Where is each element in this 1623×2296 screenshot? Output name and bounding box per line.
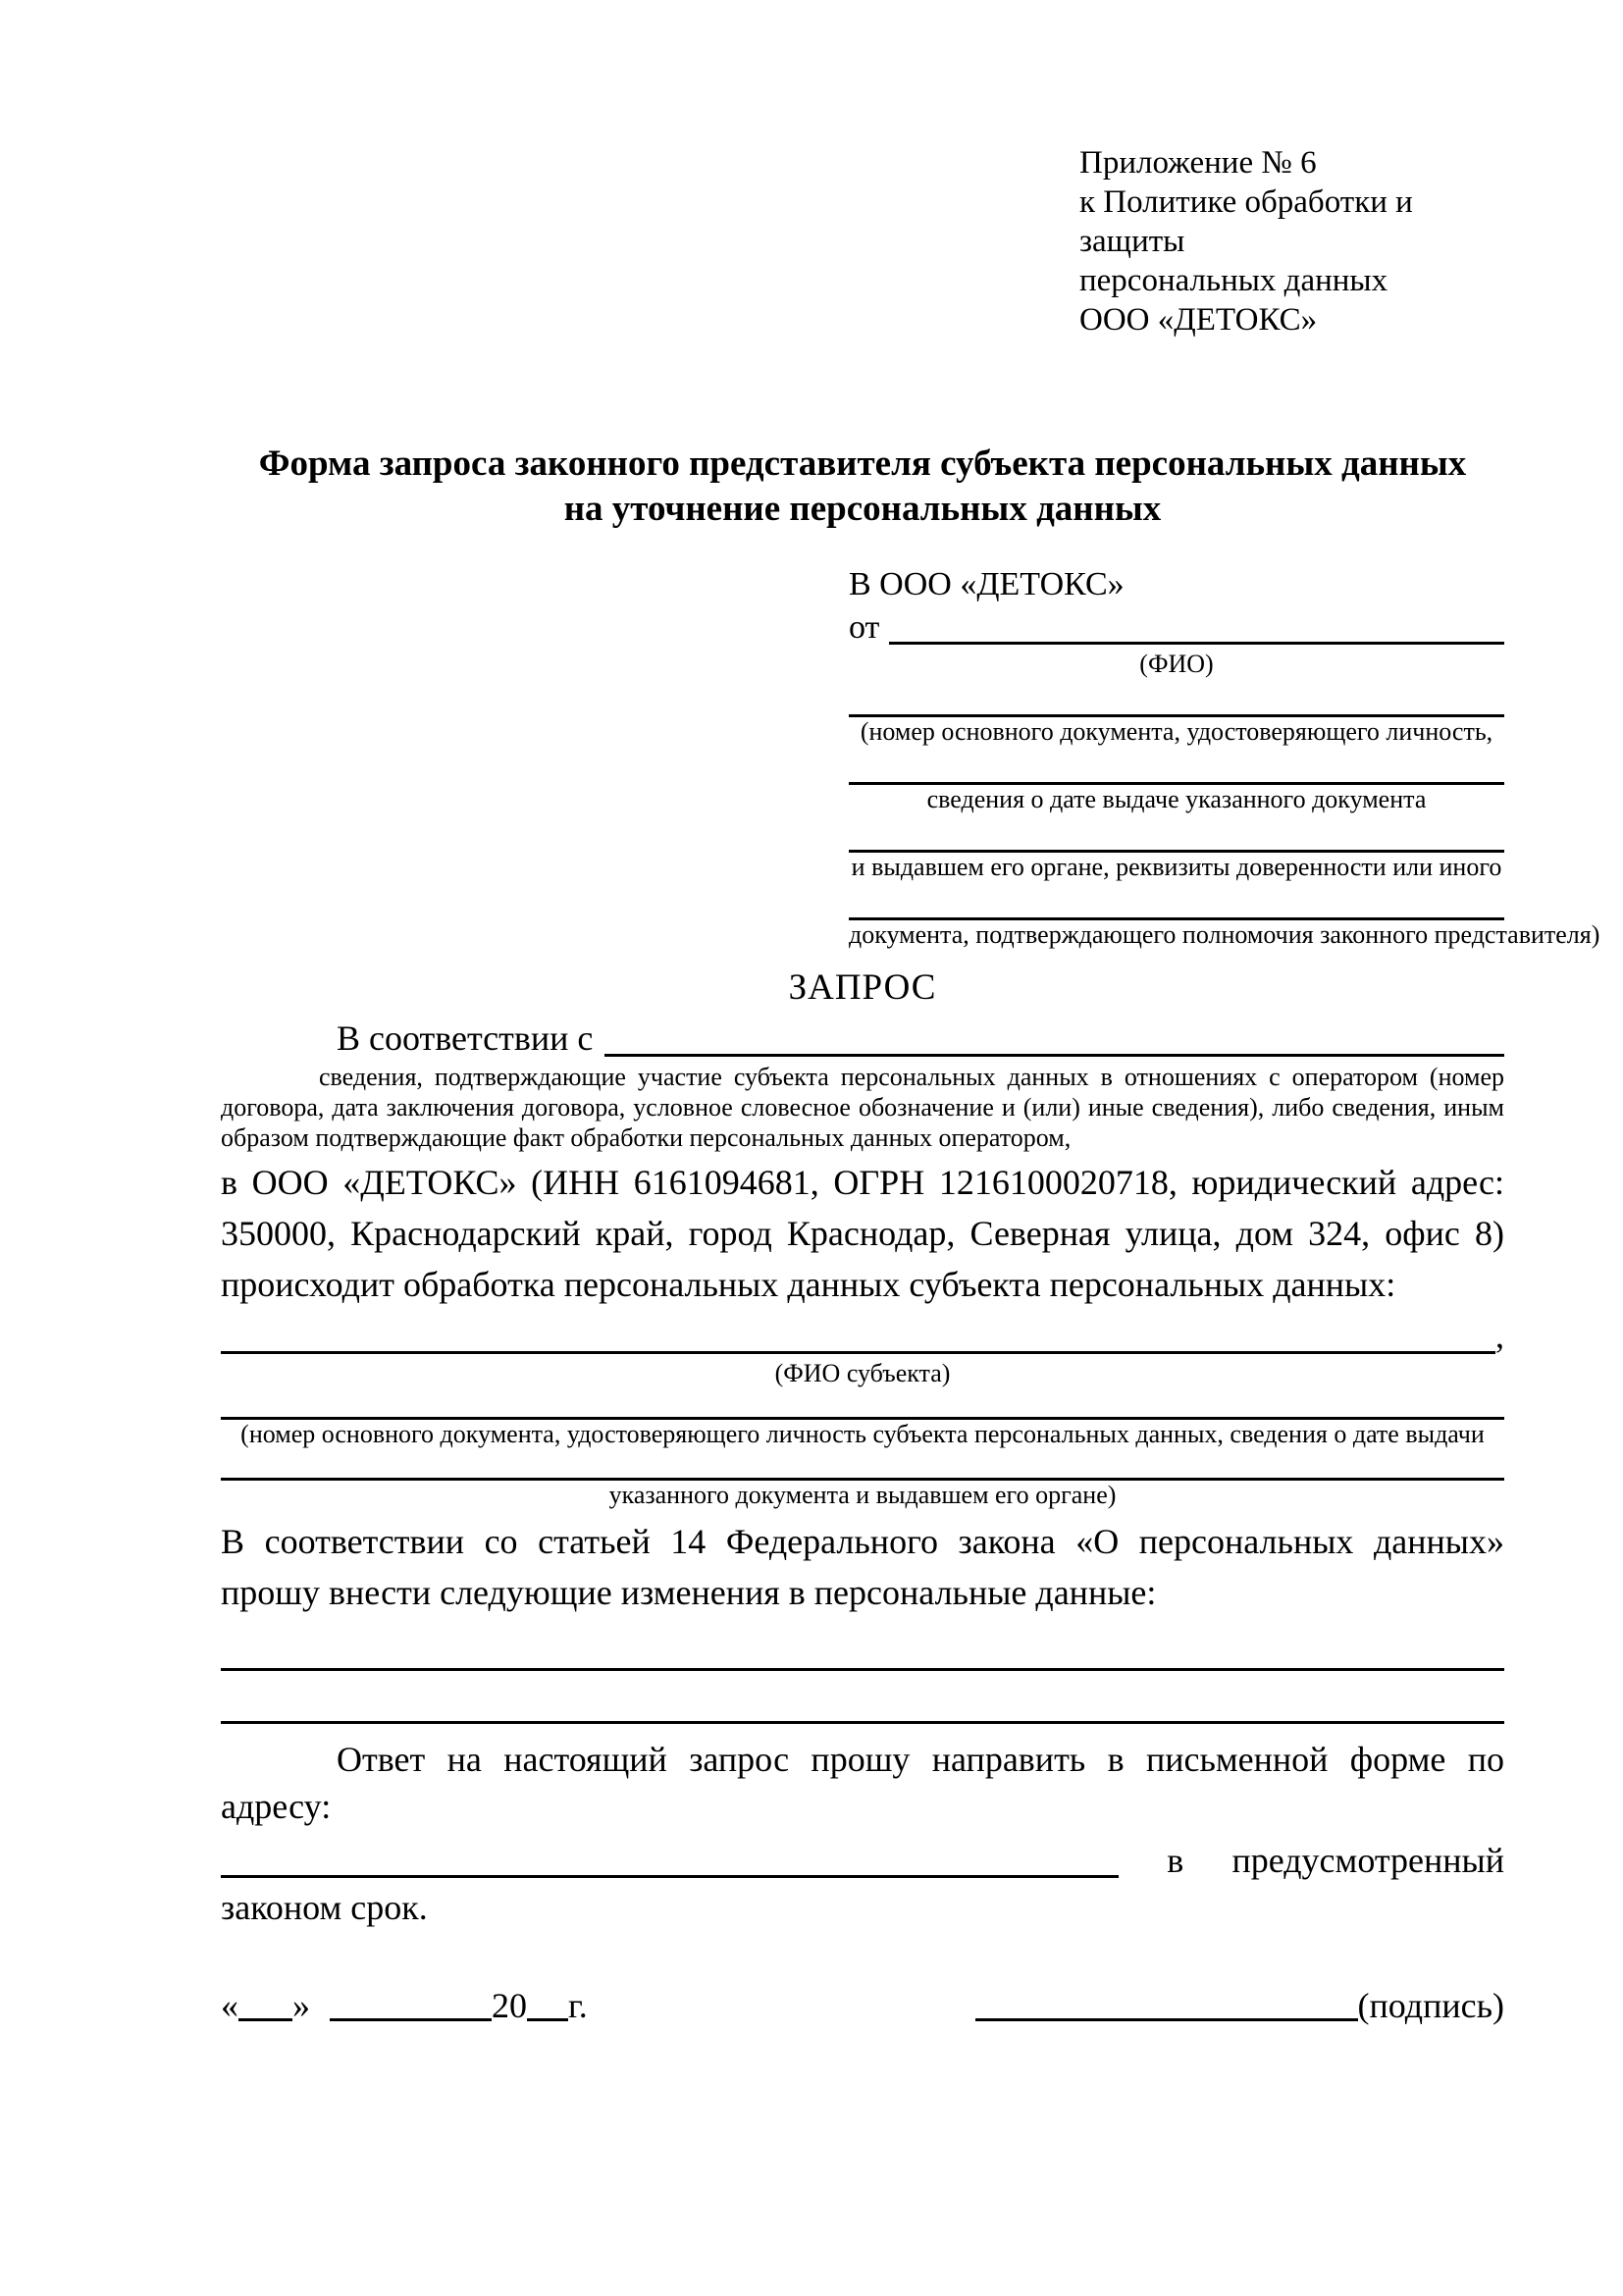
answer-paragraph xyxy=(221,1736,1504,1931)
changes-blank-field xyxy=(221,1718,1504,1724)
date-month-blank-field xyxy=(330,2018,492,2021)
operator-paragraph: в ООО «ДЕТОКС» (ИНН 6161094681, ОГРН 1216100020718, юридический адрес: 350000, Краснодарский край, город Краснодар, Северная улица, дом 324, офис 8) происходит обработка персональных данных субъекта персональных данных: xyxy=(221,1163,1504,1304)
appendix-block xyxy=(1079,143,1504,339)
subject-fio-caption: (ФИО субъекта) xyxy=(774,1359,951,1387)
signature-blank-field xyxy=(975,2018,1358,2021)
signature-field xyxy=(975,1982,1504,2029)
accordance-label: В соответствии с xyxy=(337,1018,594,1058)
date-day-blank-field xyxy=(238,2018,292,2021)
answer-closing: законом срок. xyxy=(221,1888,428,1927)
accordance-blank-field xyxy=(604,1015,1504,1057)
changes-blank-field xyxy=(221,1665,1504,1671)
appendix-line: к Политике обработки и защиты xyxy=(1079,184,1413,259)
date-open-quote: « xyxy=(221,1986,238,2025)
subject-fio-blank-field xyxy=(221,1312,1495,1354)
page-content xyxy=(221,0,1600,2029)
field-caption: (номер основного документа, удостоверяющего личность, xyxy=(860,717,1493,746)
power-of-attorney-blank-field xyxy=(849,913,1504,920)
trailing-comma: , xyxy=(1495,1316,1504,1355)
addressee-organization: В ООО «ДЕТОКС» xyxy=(849,566,1125,602)
date-close-quote: » xyxy=(292,1986,310,2025)
date-field xyxy=(221,1982,588,2029)
fio-caption: (ФИО) xyxy=(1139,650,1214,678)
article-paragraph: В соответствии со статьей 14 Федерального закона «О персональных данных» прошу внести следующие изменения в персональные данные: xyxy=(221,1522,1504,1612)
field-caption: и выдавшем его органе, реквизиты доверенности или иного xyxy=(851,853,1502,881)
document-title xyxy=(221,442,1504,532)
issue-date-blank-field xyxy=(849,778,1504,785)
appendix-line: ООО «ДЕТОКС» xyxy=(1079,302,1318,338)
accordance-footnote: сведения, подтверждающие участие субъекта персональных данных в отношениях с оператором (номер договора, дата заключения договора, условное словесное обозначение и (или) иные сведения), либо сведения, иным образом подтверждающие факт обработки персональных данных оператором, xyxy=(221,1063,1504,1152)
answer-line: Ответ на настоящий запрос прошу направить в письменной форме по адресу: xyxy=(221,1740,1504,1826)
answer-word: в xyxy=(1167,1841,1184,1880)
date-year-suffix: г. xyxy=(568,1986,588,2025)
accordance-row xyxy=(221,1015,1504,1062)
issuing-authority-blank-field xyxy=(849,846,1504,853)
date-year-blank-field xyxy=(527,2018,568,2021)
subject-document-caption: (номер основного документа, удостоверяющего личность субъекта персональных данных, сведения о дате выдачи xyxy=(240,1420,1485,1448)
document-number-blank-field xyxy=(849,710,1504,717)
date-signature-row xyxy=(221,1982,1504,2029)
request-heading: ЗАПРОС xyxy=(788,967,937,1008)
title-line: на уточнение персональных данных xyxy=(563,489,1162,529)
addressee-block xyxy=(849,563,1600,950)
appendix-line: Приложение № 6 xyxy=(1079,145,1317,181)
fio-blank-field xyxy=(889,606,1504,645)
subject-document-caption: указанного документа и выдавшем его органе) xyxy=(608,1481,1117,1509)
date-year: 20 xyxy=(492,1986,527,2025)
signature-caption: (подпись) xyxy=(1357,1986,1504,2025)
paragraph-indent xyxy=(221,1015,337,1062)
answer-word: предусмотренный xyxy=(1231,1841,1504,1880)
field-caption: сведения о дате выдаче указанного документа xyxy=(926,785,1427,813)
from-label: от xyxy=(849,609,880,646)
answer-address-row xyxy=(221,1834,1504,1884)
from-row xyxy=(849,606,1504,650)
title-line: Форма запроса законного представителя субъекта персональных данных xyxy=(258,444,1467,484)
field-caption: документа, подтверждающего полномочия законного представителя) xyxy=(849,920,1600,949)
appendix-line: персональных данных xyxy=(1079,263,1388,298)
subject-fio-row xyxy=(221,1312,1504,1359)
address-blank-field xyxy=(221,1834,1119,1878)
